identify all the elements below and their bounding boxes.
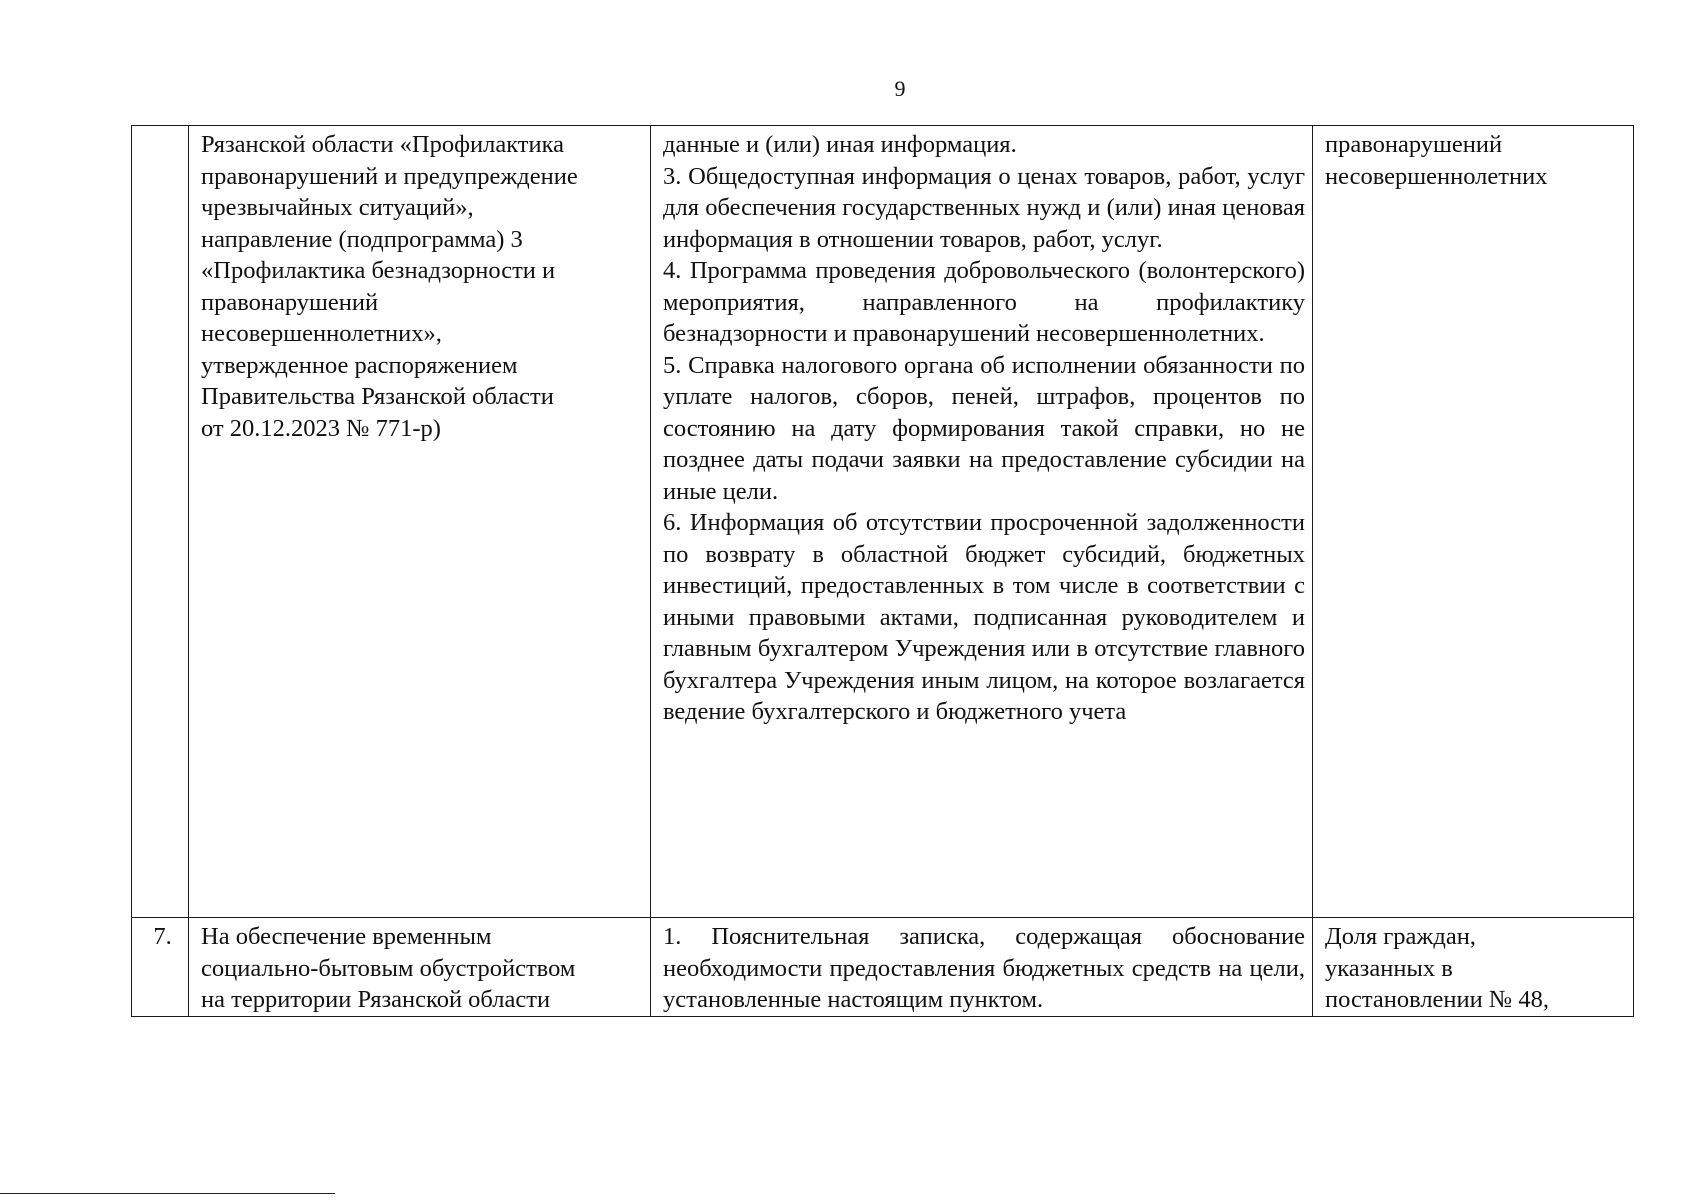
text-line: постановлении № 48,: [1325, 986, 1550, 1013]
document-paragraph: 4. Программа проведения добровольческого (волонтерского) мероприятия, направленного на профилактику безнадзорности и правонарушений несовершеннолетних.: [663, 257, 1305, 347]
table-row: [132, 918, 1634, 1017]
document-table: [131, 125, 1634, 1017]
text-line: правонарушений: [1325, 131, 1503, 158]
purpose-cell: [189, 126, 651, 918]
documents-cell: [651, 918, 1313, 1017]
text-line: На обеспечение временным: [201, 923, 492, 950]
row-number-cell: 7.: [132, 918, 189, 1017]
text-line: Правительства Рязанской области: [201, 383, 554, 410]
document-paragraph: данные и (или) иная информация.: [663, 131, 1017, 158]
purpose-cell: [189, 918, 651, 1017]
result-cell: [1313, 126, 1634, 918]
document-paragraph: 5. Справка налогового органа об исполнении обязанности по уплате налогов, сборов, пеней, штрафов, процентов по состоянию на дату формирования такой справки, но не позднее даты подачи заявки на предоставление субсидии на иные цели.: [663, 351, 1305, 505]
text-line: утвержденное распоряжением: [201, 351, 518, 379]
table-row: [132, 126, 1634, 918]
document-paragraph: 6. Информация об отсутствии просроченной задолженности по возврату в областной бюджет субсидий, бюджетных инвестиций, предоставленных в том числе в соответствии с иными правовыми актами, подписанная руководителем и главным бухгалтером Учреждения или в отсутствие главного бухгалтера Учреждения иным лицом, на которое возлагается ведение бухгалтерского и бюджетного учета: [663, 509, 1305, 725]
text-line: правонарушений и предупреждение: [201, 162, 578, 190]
text-line: несовершеннолетних: [1325, 162, 1548, 190]
text-line: указанных в: [1325, 954, 1453, 982]
text-line: направление (подпрограмма) 3: [201, 225, 523, 253]
footnote-separator: [0, 1193, 335, 1194]
text-line: «Профилактика безнадзорности и: [201, 257, 556, 284]
text-line: социально-бытовым обустройством: [201, 954, 576, 982]
text-line: правонарушений: [201, 288, 379, 316]
text-line: несовершеннолетних»,: [201, 320, 442, 347]
row-number-cell: [132, 126, 189, 918]
page-number: 9: [894, 76, 906, 101]
text-line: чрезвычайных ситуаций»,: [201, 194, 474, 221]
document-paragraph: 1. Пояснительная записка, содержащая обоснование необходимости предоставления бюджетных средств на цели, установленные настоящим пунктом.: [663, 923, 1305, 1013]
result-cell: [1313, 918, 1634, 1017]
document-paragraph: 3. Общедоступная информация о ценах товаров, работ, услуг для обеспечения государственных нужд и (или) иная ценовая информация в отношении товаров, работ, услуг.: [663, 162, 1305, 253]
text-line: от 20.12.2023 № 771-р): [201, 414, 441, 442]
text-line: на территории Рязанской области: [201, 986, 551, 1013]
documents-cell: [651, 126, 1313, 918]
text-line: Рязанской области «Профилактика: [201, 131, 565, 158]
text-line: Доля граждан,: [1325, 923, 1476, 950]
